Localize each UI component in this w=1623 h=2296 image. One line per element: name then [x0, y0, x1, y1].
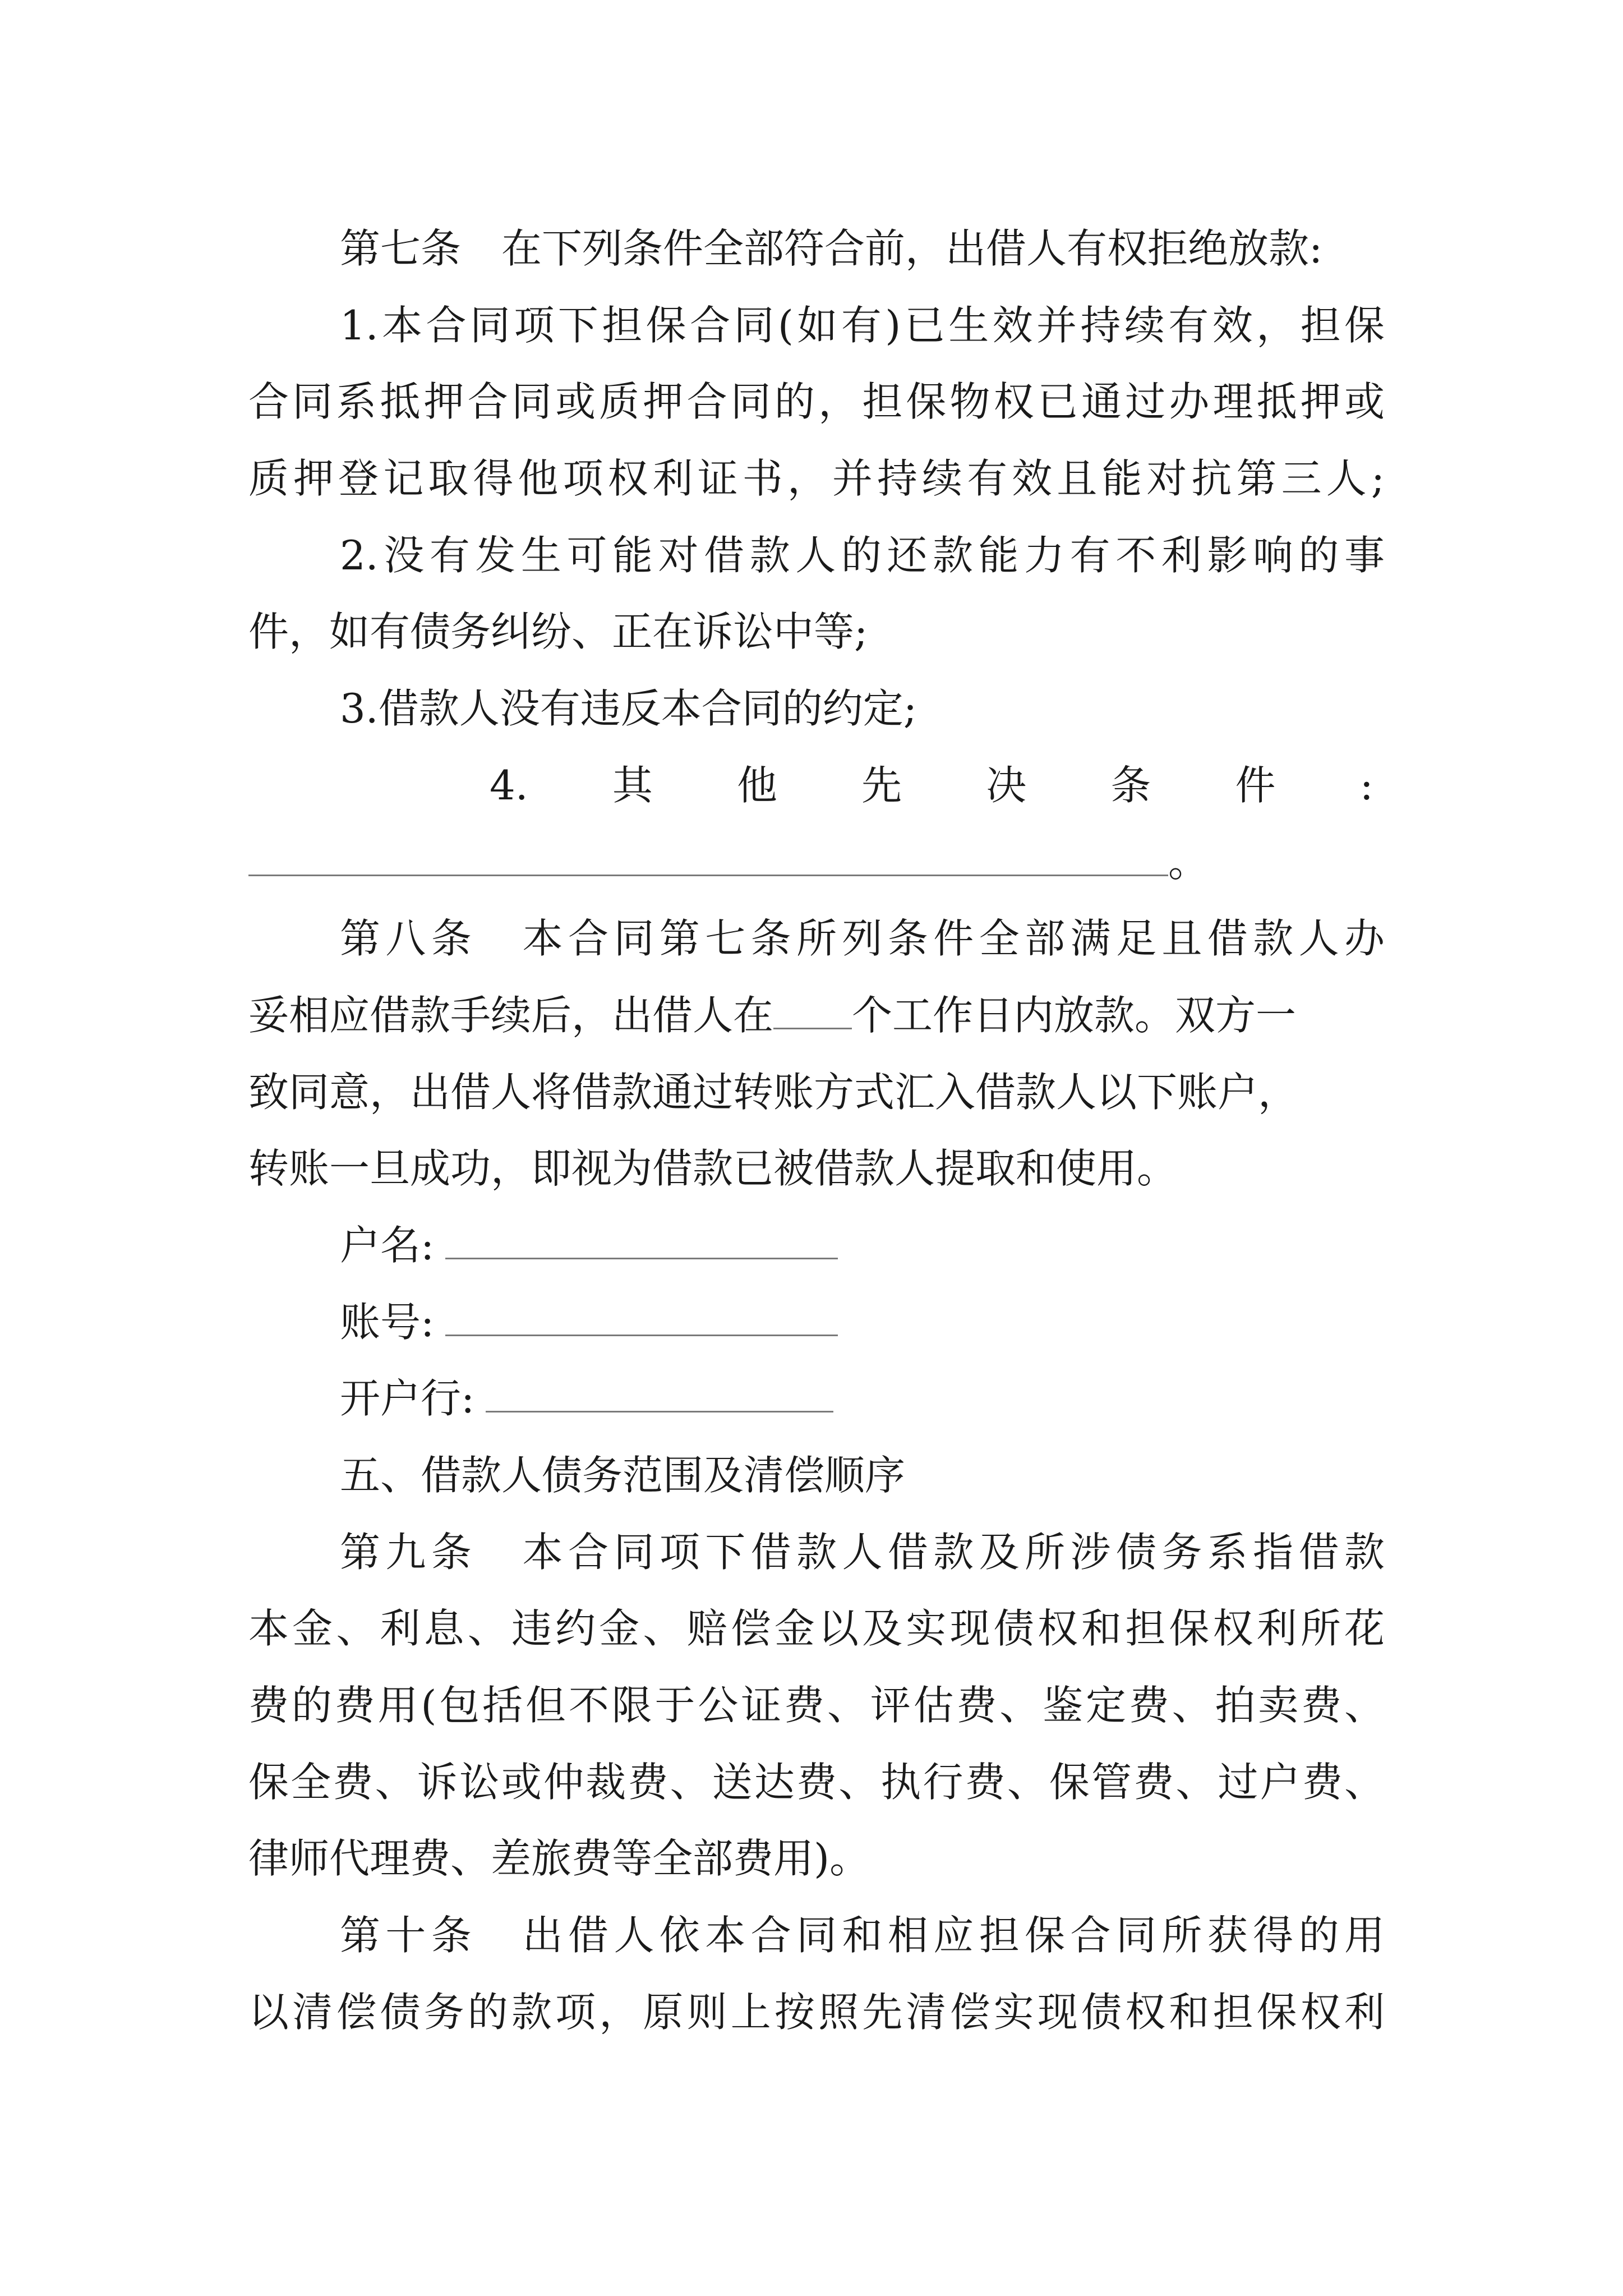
article-7-clause-4-blank-line: [248, 824, 1385, 901]
article-8-text: 本合同第七条所列条件全部满足且借款人办: [517, 915, 1385, 963]
other-conditions-blank[interactable]: [248, 841, 1168, 876]
account-number-row: [248, 1284, 1385, 1361]
article-8-line-4: 转账一旦成功，即视为借款已被借款人提取和使用。: [248, 1145, 1178, 1193]
article-10-number: 第十条: [340, 1912, 477, 1959]
account-name-blank[interactable]: [445, 1224, 838, 1259]
article-8-number: 第八条: [340, 915, 477, 963]
bank-label: 开户行:: [340, 1375, 475, 1423]
article-7-heading: [248, 210, 1385, 287]
account-name-label: 户名:: [340, 1221, 435, 1269]
clause-4-end-mark: 。: [1168, 838, 1209, 886]
section-5-title: 五、借款人债务范围及清偿顺序: [340, 1452, 906, 1499]
article-7-clause-4: [248, 747, 1385, 824]
clause-4-char: :: [1359, 761, 1373, 809]
article-7-text: 在下列条件全部符合前，出借人有权拒绝放款:: [501, 225, 1323, 272]
account-name-row: [248, 1207, 1385, 1284]
account-number-blank[interactable]: [445, 1301, 838, 1336]
article-7-clause-2-line-2: 件，如有债务纠纷、正在诉讼中等;: [248, 608, 868, 656]
article-7-clause-3: 3.借款人没有违反本合同的约定;: [340, 685, 917, 733]
clause-4-char: 其: [612, 761, 653, 809]
clause-4-char: 条: [1110, 761, 1151, 809]
article-9-number: 第九条: [340, 1528, 477, 1576]
article-8-line-2-b: 个工作日内放款。双方一: [852, 991, 1297, 1039]
article-10-text: 出借人依本合同和相应担保合同所获得的用: [517, 1912, 1385, 1959]
clause-4-char: 他: [736, 761, 777, 809]
account-number-label: 账号:: [340, 1298, 435, 1346]
article-9-line-1: [248, 1514, 1385, 1591]
article-8-line-1: [248, 900, 1385, 977]
workdays-blank[interactable]: [773, 994, 852, 1029]
article-8-line-3: 致同意，出借人将借款通过转账方式汇入借款人以下账户，: [248, 1068, 1299, 1116]
article-10-line-2: 以清偿债务的款项，原则上按照先清偿实现债权和担保权利: [248, 1988, 1385, 2036]
article-8-line-2: [248, 977, 1385, 1054]
clause-4-char: 4.: [490, 761, 528, 809]
clause-4-char: 决: [986, 761, 1027, 809]
article-7-clause-1-line-1: 1.本合同项下担保合同(如有)已生效并持续有效，担保: [340, 301, 1385, 349]
bank-blank[interactable]: [486, 1377, 833, 1412]
bank-row: [248, 1360, 1385, 1437]
article-9-line-5: 律师代理费、差旅费等全部费用)。: [248, 1835, 870, 1883]
article-7-clause-1-line-2: 合同系抵押合同或质押合同的，担保物权已通过办理抵押或: [248, 378, 1385, 426]
article-9-text: 本合同项下借款人借款及所涉债务系指借款: [517, 1528, 1385, 1576]
article-7-number: 第七条: [340, 225, 462, 272]
article-9-line-4: 保全费、诉讼或仲裁费、送达费、执行费、保管费、过户费、: [248, 1758, 1385, 1806]
article-10-line-1: [248, 1897, 1385, 1974]
clause-4-char: 件: [1235, 761, 1276, 809]
article-9-line-2: 本金、利息、违约金、赔偿金以及实现债权和担保权利所花: [248, 1605, 1385, 1653]
clause-4-char: 先: [861, 761, 902, 809]
contract-page: [248, 210, 1385, 2051]
article-7-clause-1-line-3: 质押登记取得他项权利证书，并持续有效且能对抗第三人;: [248, 455, 1385, 503]
article-9-line-3: 费的费用(包括但不限于公证费、评估费、鉴定费、拍卖费、: [248, 1682, 1385, 1729]
article-7-clause-2-line-1: 2.没有发生可能对借款人的还款能力有不利影响的事: [340, 531, 1385, 579]
article-8-line-2-a: 妥相应借款手续后，出借人在: [248, 991, 774, 1039]
